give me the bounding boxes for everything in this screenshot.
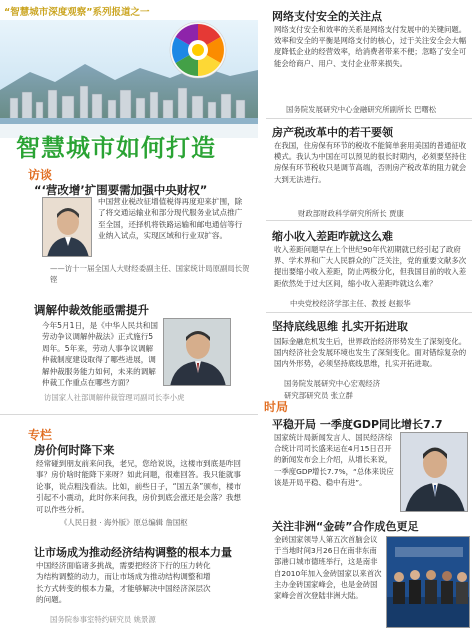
portrait-photo-he-keng [42,197,92,257]
divider [266,312,472,313]
article-credit-property-tax: 财政部财政科学研究所所长 贾康 [298,209,404,218]
article-credit-mediation: 访国家人社部调解仲裁管理司副司长李小虎 [44,393,185,402]
article-body-gdp: 国家统计局新闻发言人、国民经济综合统计司司长盛来运在4月15日召开的新闻发布会上介绍，从增长来说，一季度GDP增长7.7%，“总体来说应该是开局平稳、稳中有进”。 [274,433,394,487]
series-title: “智慧城市深度观察”系列报道之一 [4,7,150,18]
article-body-mediation: 今年5月1日，是《中华人民共和国劳动争议调解仲裁法》正式施行5周年。5年来，劳动人事争议调解仲裁制度建设取得了哪些进展，调解仲裁服务能力如何，未来的调解仲裁工作重点在哪些方面？ [42,321,158,388]
portrait-photo-sheng-laiyun [400,432,468,512]
article-body-brics: 金砖国家领导人第五次首脑会议于当地时间3月26日在南非东南部港口城市德班举行，这是南非自2010年加入金砖国家以来首次主办金砖国家峰会，也是金砖国家峰会首次登陆非洲大陆。 [274,535,382,601]
article-title-market: 让市场成为推动经济结构调整的根本力量 [34,546,232,559]
article-body-housing: 经常碰到朋友前来问我，老兄，您给说说，这楼市到底是咋回事？房价啥时能降下来呀？如此问题，很难回答。我只能就事论事，说点粗浅看法。比如，前些日子，“国五条”颁布，楼市引起不小震动，此时你来问我，房价到底会涨还是会落？我想可以作些分析。 [36,459,242,514]
divider [0,414,258,415]
article-title-income-gap: 缩小收入差距咋就这么难 [272,230,393,243]
portrait-photo-li-xiaohu [163,318,231,386]
interview-tag: 访谈 [28,168,53,182]
article-title-brics: 关注非洲“金砖”合作成色更足 [272,520,419,533]
main-title: 智慧城市如何打造 [16,134,216,162]
article-credit-vat: ——访十一届全国人大财经委副主任、国家统计局原副局长贺铿 [50,264,250,284]
right-column [262,0,472,633]
article-title-property-tax: 房产税改革中的若干要领 [272,126,393,139]
city-banner-image [0,20,258,138]
article-credit-bottom-line-2: 研究部研究员 张立群 [284,391,353,400]
brics-leaders-group-photo [386,536,470,628]
article-credit-bottom-line-1: 国务院发展研究中心宏观经济 [284,379,381,388]
article-title-bottom-line: 坚持底线思维 扎实开拓进取 [272,320,408,333]
article-title-housing: 房价何时降下来 [34,443,115,457]
article-body-income-gap: 收入差距问题早在上个世纪90年代初期就已经引起了政府界、学术界和广大人民群众的广泛关注，党的重要文献多次提出要缩小收入差距，防止两极分化，但我国目前的收入差距依然处于过大区间，缩小收入差距咋就这么难？ [274,245,467,288]
article-credit-income-gap: 中央党校经济学部主任、教授 赵振华 [290,299,411,308]
article-body-vat: 中国营业税改征增值税得再度迎来扩围，除了将交通运输业和部分现代服务业试点推广至全国，还择机将铁路运输和邮电通信等行业纳入试点，实现区域和行业双扩容。 [98,197,243,241]
article-body-property-tax: 在我国，住房保有环节的税收不能简单套用美国的普通征收模式。我认为中国在可以预见的很长时期内，必须要坚持住房保有环节税收只是调节高端，否则房产税改革的阻力就会大到无法进行。 [274,141,467,184]
column-tag: 专栏 [28,428,53,442]
article-title-gdp: 平稳开局 一季度GDP同比增长7.7 [272,418,443,431]
article-body-bottom-line: 国际金融危机发生后，世界政治经济形势发生了深刻变化。国内经济社会发展环境也发生了深刻变化。面对错综复杂的国内外形势，必须坚持底线思维，扎实开拓进取。 [274,337,467,369]
article-title-mediation: 调解仲裁效能亟需提升 [34,303,149,317]
divider [266,220,472,221]
article-credit-market: 国务院参事室特约研究员 姚景源 [50,615,156,624]
article-title-payment: 网络支付安全的关注点 [272,10,382,23]
article-title-vat: “‘营改增’扩围要需加强中央财权” [34,183,208,197]
article-credit-housing: 《人民日报 · 海外版》原总编辑 詹国枢 [60,518,188,527]
article-body-market: 中国经济面临诸多挑战，需要把经济下行的压力转化为结构调整的动力，而让市场成为推动结构调整和增长方式转变的根本力量，才能够解决中国经济深层次的问题。 [36,561,211,605]
article-credit-payment: 国务院发展研究中心金融研究所副所长 巴曙松 [286,105,437,114]
divider [266,118,472,119]
current-affairs-tag: 时局 [264,400,289,414]
article-body-payment: 网络支付安全和效率的关系是网络支付发展中的关键问题。效率和安全的平衡是网络支付的核心，过于关注安全会大幅度降低企业的经营效率，给消费者带来不便；忽略了安全可能会给商户、用户、支付企业带来损失。 [274,25,467,68]
